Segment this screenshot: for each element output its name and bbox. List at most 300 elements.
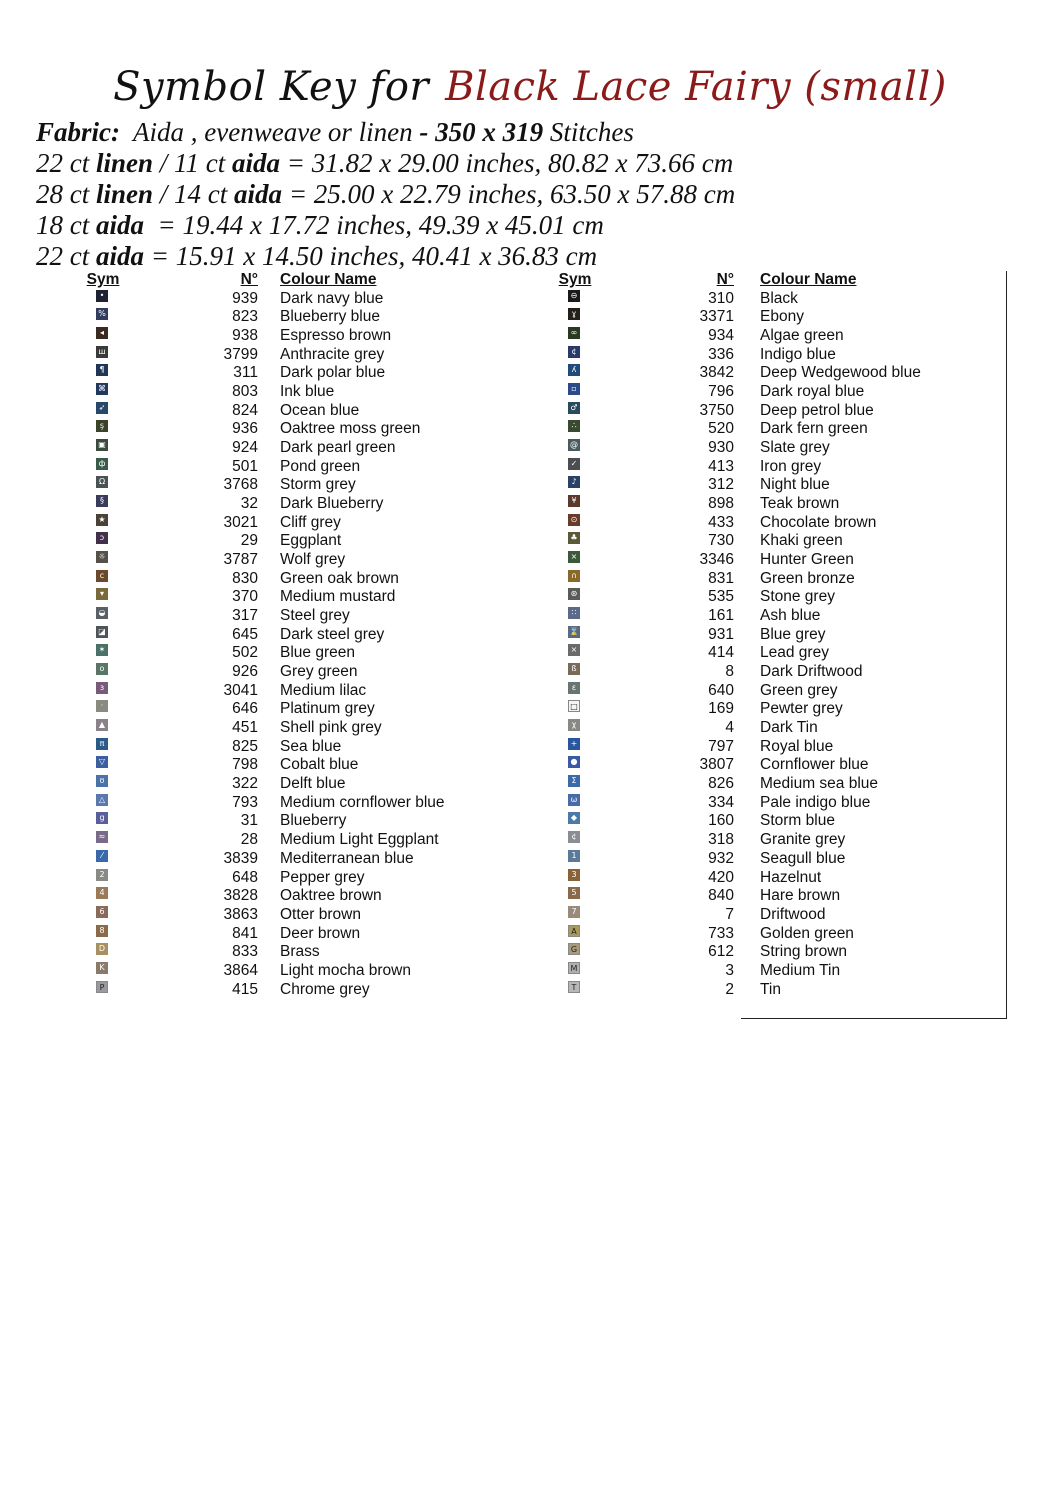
size-fabric: linen bbox=[96, 179, 154, 209]
dmc-number: 930 bbox=[708, 439, 734, 457]
symbol-swatch: ⊛ bbox=[568, 588, 580, 600]
table-row bbox=[86, 383, 506, 402]
symbol-swatch: g bbox=[96, 812, 108, 824]
symbol-swatch: ✶ bbox=[96, 644, 108, 656]
dmc-number: 32 bbox=[240, 495, 258, 513]
colour-name: Ash blue bbox=[760, 607, 821, 625]
dmc-number: 3041 bbox=[223, 681, 258, 699]
symbol-swatch: ε bbox=[568, 682, 580, 694]
dmc-number: 3842 bbox=[699, 364, 734, 382]
symbol-swatch: ▫ bbox=[568, 383, 580, 395]
symbol-swatch: ʊ bbox=[96, 775, 108, 787]
size-separator: / bbox=[159, 179, 168, 209]
colour-name: Tin bbox=[760, 980, 781, 998]
symbol-swatch: ∩ bbox=[568, 570, 580, 582]
colour-name: Black bbox=[760, 289, 798, 307]
symbol-swatch: ω bbox=[568, 794, 580, 806]
dmc-number: 317 bbox=[232, 607, 258, 625]
symbol-swatch: + bbox=[568, 738, 580, 750]
dmc-number: 3371 bbox=[699, 308, 734, 326]
size-count: 18 ct bbox=[36, 210, 90, 240]
colour-name: Dark Tin bbox=[760, 719, 818, 737]
table-border-bottom bbox=[741, 1018, 1007, 1019]
symbol-swatch: ɜ bbox=[96, 682, 108, 694]
symbol-swatch: P bbox=[96, 981, 108, 993]
colour-name: Eggplant bbox=[280, 532, 342, 550]
table-row bbox=[86, 439, 506, 458]
dmc-number: 334 bbox=[708, 793, 734, 811]
symbol-swatch: A bbox=[568, 925, 580, 937]
colour-name: Teak brown bbox=[760, 495, 840, 513]
table-row bbox=[86, 887, 506, 906]
size-line bbox=[36, 148, 1036, 179]
page-title bbox=[0, 58, 1060, 116]
symbol-swatch: · bbox=[96, 700, 108, 712]
colour-name: Deep Wedgewood blue bbox=[760, 364, 921, 382]
table-row bbox=[558, 719, 998, 738]
colour-name: String brown bbox=[760, 943, 848, 961]
colour-name: Indigo blue bbox=[760, 345, 836, 363]
dmc-number: 312 bbox=[708, 476, 734, 494]
dmc-number: 501 bbox=[232, 457, 258, 475]
symbol-swatch: ⊙ bbox=[568, 514, 580, 526]
symbol-swatch: ◆ bbox=[568, 812, 580, 824]
symbol-swatch: ♪ bbox=[568, 476, 580, 488]
colour-name: Cobalt blue bbox=[280, 756, 359, 774]
size-dimensions: = 15.91 x 14.50 inches, 40.41 x 36.83 cm bbox=[150, 241, 598, 271]
colour-name: Pepper grey bbox=[280, 868, 365, 886]
table-row bbox=[86, 644, 506, 663]
dmc-number: 433 bbox=[708, 513, 734, 531]
table-row bbox=[86, 308, 506, 327]
size-fabric: aida bbox=[96, 241, 145, 271]
table-row bbox=[86, 626, 506, 645]
symbol-swatch: ✓ bbox=[568, 458, 580, 470]
table-row bbox=[86, 551, 506, 570]
dmc-number: 4 bbox=[725, 719, 734, 737]
table-row bbox=[558, 476, 998, 495]
symbol-swatch: M bbox=[568, 962, 580, 974]
table-row bbox=[86, 588, 506, 607]
dmc-number: 640 bbox=[708, 681, 734, 699]
dmc-number: 898 bbox=[708, 495, 734, 513]
table-row bbox=[558, 869, 998, 888]
colour-name: Espresso brown bbox=[280, 327, 392, 345]
symbol-swatch: ш bbox=[96, 346, 108, 358]
colour-name: Golden green bbox=[760, 924, 854, 942]
dmc-number: 3 bbox=[725, 961, 734, 979]
colour-name: Medium sea blue bbox=[760, 775, 879, 793]
dmc-number: 7 bbox=[725, 905, 734, 923]
table-row bbox=[558, 402, 998, 421]
dmc-number: 934 bbox=[708, 327, 734, 345]
dmc-number: 831 bbox=[708, 569, 734, 587]
dmc-number: 3863 bbox=[223, 905, 258, 923]
dmc-number: 3346 bbox=[699, 551, 734, 569]
colour-name: Mediterranean blue bbox=[280, 849, 414, 867]
dmc-number: 161 bbox=[708, 607, 734, 625]
fabric-line bbox=[36, 117, 1036, 148]
colour-name: Chrome grey bbox=[280, 980, 370, 998]
table-row bbox=[86, 906, 506, 925]
dmc-number: 415 bbox=[232, 980, 258, 998]
table-row bbox=[558, 532, 998, 551]
table-border-right bbox=[1006, 271, 1007, 1019]
dmc-number: 924 bbox=[232, 439, 258, 457]
colour-name: Deep petrol blue bbox=[760, 401, 874, 419]
table-row bbox=[86, 495, 506, 514]
colour-name: Pond green bbox=[280, 457, 361, 475]
symbol-swatch: 6 bbox=[96, 906, 108, 918]
symbol-swatch: ɔ bbox=[96, 532, 108, 544]
symbol-swatch: ⌘ bbox=[98, 384, 106, 394]
size-count: 28 ct bbox=[36, 179, 90, 209]
symbol-swatch: D bbox=[96, 943, 108, 955]
table-row bbox=[86, 756, 506, 775]
dmc-number: 793 bbox=[232, 793, 258, 811]
symbol-swatch: ★ bbox=[96, 514, 108, 526]
colour-name: Hunter Green bbox=[760, 551, 854, 569]
symbol-swatch: ♂ bbox=[568, 402, 580, 414]
colour-name: Granite grey bbox=[760, 831, 846, 849]
table-row bbox=[558, 570, 998, 589]
symbol-swatch: ➶ bbox=[96, 402, 108, 414]
colour-name: Dark navy blue bbox=[280, 289, 384, 307]
fabric-dash: - bbox=[419, 117, 429, 147]
symbol-swatch: o bbox=[96, 663, 108, 675]
colour-name: Seagull blue bbox=[760, 849, 846, 867]
symbol-swatch: ¢ bbox=[568, 831, 580, 843]
dmc-number: 3828 bbox=[223, 887, 258, 905]
colour-name: Storm grey bbox=[280, 476, 356, 494]
colour-name: Ink blue bbox=[280, 383, 335, 401]
table-row bbox=[86, 290, 506, 309]
size-line bbox=[36, 210, 1036, 241]
table-row bbox=[558, 364, 998, 383]
table-row bbox=[86, 663, 506, 682]
table-row bbox=[558, 383, 998, 402]
colour-name: Blueberry bbox=[280, 812, 347, 830]
dmc-number: 823 bbox=[232, 308, 258, 326]
colour-name: Night blue bbox=[760, 476, 830, 494]
dmc-number: 3807 bbox=[699, 756, 734, 774]
symbol-key-right bbox=[558, 271, 998, 999]
size-count: 14 ct bbox=[174, 179, 228, 209]
colour-name: Cliff grey bbox=[280, 513, 341, 531]
table-row bbox=[558, 756, 998, 775]
symbol-swatch: ⌛ bbox=[569, 626, 579, 636]
table-row bbox=[86, 346, 506, 365]
table-header bbox=[86, 271, 506, 290]
dmc-number: 840 bbox=[708, 887, 734, 905]
symbol-swatch: 4 bbox=[96, 887, 108, 899]
dmc-number: 645 bbox=[232, 625, 258, 643]
table-row bbox=[86, 812, 506, 831]
symbol-swatch: 3 bbox=[568, 869, 580, 881]
symbol-swatch: ¥ bbox=[568, 495, 580, 507]
table-row bbox=[558, 831, 998, 850]
fabric-types: Aida , evenweave or linen bbox=[133, 117, 413, 147]
colour-name: Dark fern green bbox=[760, 420, 868, 438]
colour-name: Dark polar blue bbox=[280, 364, 386, 382]
table-row bbox=[558, 887, 998, 906]
colour-name: Medium Light Eggplant bbox=[280, 831, 439, 849]
symbol-swatch: % bbox=[96, 308, 108, 320]
symbol-swatch: ▽ bbox=[96, 756, 108, 768]
colour-name: Shell pink grey bbox=[280, 719, 382, 737]
table-row bbox=[558, 346, 998, 365]
dmc-number: 830 bbox=[232, 569, 258, 587]
dmc-number: 3839 bbox=[223, 849, 258, 867]
symbol-swatch: @ bbox=[570, 440, 578, 450]
dmc-number: 322 bbox=[232, 775, 258, 793]
table-row bbox=[86, 794, 506, 813]
dmc-number: 733 bbox=[708, 924, 734, 942]
dmc-number: 535 bbox=[708, 588, 734, 606]
symbol-swatch: ∷ bbox=[568, 607, 580, 619]
table-row bbox=[86, 775, 506, 794]
colour-name: Hazelnut bbox=[760, 868, 822, 886]
fabric-label: Fabric: bbox=[36, 117, 120, 147]
dmc-number: 936 bbox=[232, 420, 258, 438]
symbol-swatch: K bbox=[96, 962, 108, 974]
table-row bbox=[558, 458, 998, 477]
symbol-swatch: ◒ bbox=[96, 607, 108, 619]
table-row bbox=[558, 812, 998, 831]
table-row bbox=[558, 700, 998, 719]
colour-name: Chocolate brown bbox=[760, 513, 877, 531]
dmc-number: 803 bbox=[232, 383, 258, 401]
symbol-swatch: □ bbox=[568, 700, 580, 712]
colour-name: Wolf grey bbox=[280, 551, 346, 569]
dmc-number: 3799 bbox=[223, 345, 258, 363]
dmc-number: 3021 bbox=[223, 513, 258, 531]
table-row bbox=[86, 962, 506, 981]
colour-name: Blueberry blue bbox=[280, 308, 380, 326]
colour-name: Algae green bbox=[760, 327, 844, 345]
dmc-number: 160 bbox=[708, 812, 734, 830]
symbol-swatch: × bbox=[568, 551, 580, 563]
symbol-swatch: ϲ bbox=[96, 570, 108, 582]
table-row bbox=[86, 943, 506, 962]
size-fabric: aida bbox=[96, 210, 145, 240]
table-row bbox=[558, 906, 998, 925]
table-header bbox=[558, 271, 998, 290]
colour-name: Hare brown bbox=[760, 887, 841, 905]
colour-name: Medium lilac bbox=[280, 681, 367, 699]
size-separator: / bbox=[159, 148, 168, 178]
symbol-swatch: ф bbox=[96, 458, 108, 470]
colour-name: Anthracite grey bbox=[280, 345, 385, 363]
table-row bbox=[558, 962, 998, 981]
size-count: 11 ct bbox=[174, 148, 226, 178]
size-dimensions: = 19.44 x 17.72 inches, 49.39 x 45.01 cm bbox=[150, 210, 604, 240]
dmc-number: 520 bbox=[708, 420, 734, 438]
symbol-swatch: ¶ bbox=[96, 364, 108, 376]
dmc-number: 825 bbox=[232, 737, 258, 755]
table-row bbox=[558, 551, 998, 570]
symbol-swatch: ▣ bbox=[96, 439, 108, 451]
table-row bbox=[558, 943, 998, 962]
size-fabric: linen bbox=[96, 148, 154, 178]
colour-name: Blue grey bbox=[760, 625, 826, 643]
colour-name: Lead grey bbox=[760, 644, 829, 662]
dmc-number: 798 bbox=[232, 756, 258, 774]
colour-name-header: Colour Name bbox=[280, 271, 377, 288]
colour-name: Dark steel grey bbox=[280, 625, 385, 643]
symbol-swatch: ʎ bbox=[568, 364, 580, 376]
table-row bbox=[558, 327, 998, 346]
table-row bbox=[86, 420, 506, 439]
number-header: N° bbox=[240, 271, 258, 288]
dmc-number: 841 bbox=[232, 924, 258, 942]
sym-header: Sym bbox=[558, 271, 592, 288]
symbol-swatch: π bbox=[96, 738, 108, 750]
sym-header: Sym bbox=[86, 271, 120, 288]
number-header: N° bbox=[716, 271, 734, 288]
size-fabric: aida bbox=[234, 179, 283, 209]
table-row bbox=[558, 663, 998, 682]
symbol-swatch: 8 bbox=[96, 925, 108, 937]
dmc-number: 824 bbox=[232, 401, 258, 419]
dmc-number: 8 bbox=[725, 663, 734, 681]
table-row bbox=[558, 588, 998, 607]
colour-name: Storm blue bbox=[760, 812, 835, 830]
title-prefix: Symbol Key for bbox=[113, 64, 430, 110]
colour-name: Driftwood bbox=[760, 905, 826, 923]
dmc-number: 648 bbox=[232, 868, 258, 886]
symbol-swatch: 1 bbox=[568, 850, 580, 862]
symbol-swatch: ♣ bbox=[568, 532, 580, 544]
symbol-swatch: χ bbox=[568, 719, 580, 731]
table-row bbox=[558, 794, 998, 813]
symbol-swatch: • bbox=[96, 290, 108, 302]
colour-name: Pale indigo blue bbox=[760, 793, 871, 811]
table-row bbox=[86, 476, 506, 495]
symbol-swatch: ⁄ bbox=[96, 850, 108, 862]
colour-name: Delft blue bbox=[280, 775, 346, 793]
colour-name: Khaki green bbox=[760, 532, 843, 550]
table-row bbox=[86, 402, 506, 421]
colour-name: Ocean blue bbox=[280, 401, 360, 419]
symbol-swatch: ▲ bbox=[96, 719, 108, 731]
pattern-name: Black Lace Fairy (small) bbox=[445, 64, 947, 110]
size-line bbox=[36, 241, 1036, 272]
dmc-number: 932 bbox=[708, 849, 734, 867]
size-line bbox=[36, 179, 1036, 210]
symbol-swatch: 5 bbox=[568, 887, 580, 899]
symbol-swatch: Ω bbox=[96, 476, 108, 488]
colour-name: Green bronze bbox=[760, 569, 855, 587]
colour-name-header: Colour Name bbox=[760, 271, 857, 288]
symbol-swatch: ▾ bbox=[96, 588, 108, 600]
table-row bbox=[558, 514, 998, 533]
table-row bbox=[558, 925, 998, 944]
colour-name: Deer brown bbox=[280, 924, 361, 942]
dmc-number: 311 bbox=[233, 364, 258, 382]
dmc-number: 926 bbox=[232, 663, 258, 681]
symbol-swatch: § bbox=[96, 495, 108, 507]
colour-name: Pewter grey bbox=[760, 700, 843, 718]
table-row bbox=[86, 869, 506, 888]
symbol-key-left bbox=[86, 271, 506, 999]
dmc-number: 797 bbox=[708, 737, 734, 755]
dmc-number: 318 bbox=[708, 831, 734, 849]
symbol-swatch: ∴ bbox=[568, 420, 580, 432]
colour-name: Medium Tin bbox=[760, 961, 841, 979]
dmc-number: 502 bbox=[232, 644, 258, 662]
symbol-swatch: Σ bbox=[568, 775, 580, 787]
colour-name: Light mocha brown bbox=[280, 961, 411, 979]
size-count: 22 ct bbox=[36, 148, 90, 178]
symbol-swatch: 2 bbox=[96, 869, 108, 881]
dmc-number: 413 bbox=[708, 457, 734, 475]
symbol-swatch: ● bbox=[568, 756, 580, 768]
symbol-swatch: × bbox=[568, 644, 580, 656]
table-row bbox=[558, 420, 998, 439]
table-row bbox=[86, 850, 506, 869]
table-row bbox=[558, 607, 998, 626]
colour-name: Blue green bbox=[280, 644, 355, 662]
table-row bbox=[86, 738, 506, 757]
colour-name: Stone grey bbox=[760, 588, 835, 606]
symbol-swatch: 7 bbox=[568, 906, 580, 918]
dmc-number: 3768 bbox=[223, 476, 258, 494]
table-row bbox=[86, 700, 506, 719]
table-row bbox=[558, 981, 998, 1000]
colour-name: Medium cornflower blue bbox=[280, 793, 445, 811]
table-row bbox=[558, 308, 998, 327]
table-row bbox=[558, 738, 998, 757]
colour-name: Iron grey bbox=[760, 457, 822, 475]
dmc-number: 3787 bbox=[223, 551, 258, 569]
dmc-number: 3750 bbox=[699, 401, 734, 419]
colour-name: Dark Driftwood bbox=[760, 663, 863, 681]
colour-name: Royal blue bbox=[760, 737, 834, 755]
dmc-number: 169 bbox=[708, 700, 734, 718]
table-row bbox=[558, 682, 998, 701]
table-row bbox=[86, 719, 506, 738]
symbol-swatch: ɣ bbox=[568, 308, 580, 320]
colour-name: Otter brown bbox=[280, 905, 361, 923]
dmc-number: 939 bbox=[232, 289, 258, 307]
colour-name: Green oak brown bbox=[280, 569, 399, 587]
symbol-swatch: △ bbox=[96, 794, 108, 806]
symbol-swatch: ş bbox=[96, 420, 108, 432]
fabric-info bbox=[36, 117, 1036, 272]
dmc-number: 414 bbox=[708, 644, 734, 662]
colour-name: Cornflower blue bbox=[760, 756, 869, 774]
table-row bbox=[558, 439, 998, 458]
dmc-number: 310 bbox=[708, 289, 734, 307]
dmc-number: 833 bbox=[232, 943, 258, 961]
symbol-swatch: G bbox=[568, 943, 580, 955]
symbol-swatch: ◪ bbox=[96, 626, 108, 638]
colour-name: Platinum grey bbox=[280, 700, 375, 718]
size-fabric: aida bbox=[232, 148, 281, 178]
table-row bbox=[86, 514, 506, 533]
table-row bbox=[86, 925, 506, 944]
table-row bbox=[86, 831, 506, 850]
symbol-swatch: ≈ bbox=[96, 831, 108, 843]
dmc-number: 29 bbox=[240, 532, 258, 550]
table-row bbox=[558, 644, 998, 663]
size-dimensions: = 31.82 x 29.00 inches, 80.82 x 73.66 cm bbox=[286, 148, 734, 178]
symbol-swatch: ∞ bbox=[568, 327, 580, 339]
colour-name: Brass bbox=[280, 943, 320, 961]
table-row bbox=[86, 327, 506, 346]
colour-name: Dark Blueberry bbox=[280, 495, 384, 513]
